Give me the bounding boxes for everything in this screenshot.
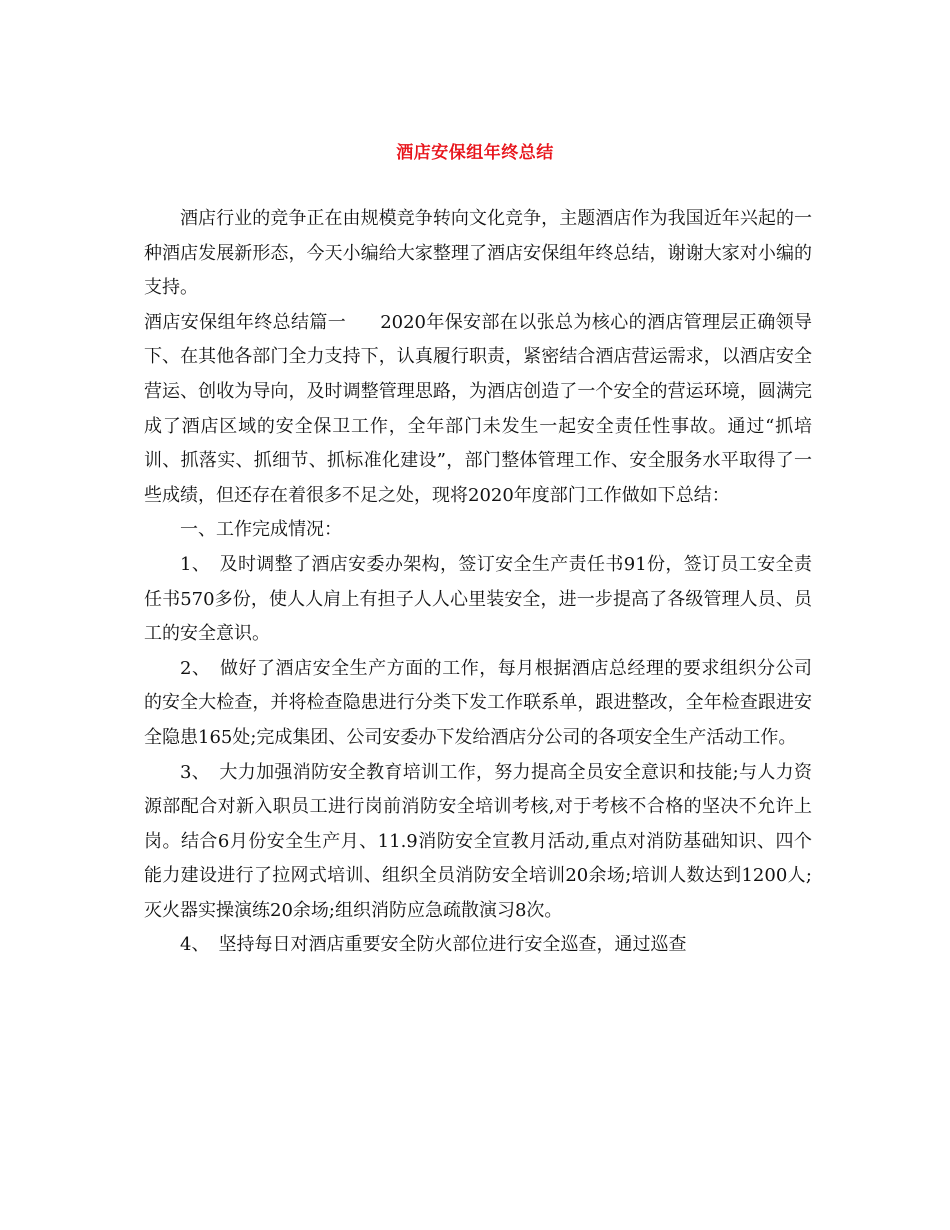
section-lead-text: 2020年保安部在以张总为核心的酒店管理层正确领导下、在其他各部门全力支持下，认真履行职责，紧密结合酒店营运需求，以酒店安全营运、创收为导向，及时调整管理思路，为酒店创造了一个安全的营运环境，圆满完成了酒店区域的安全保卫工作，全年部门未发生一起安全责任性事故。通过“抓培训、抓落实、抓细节、抓标准化建设”，部门整体管理工作、安全服务水平取得了一些成绩，但还存在着很多不足之处，现将2020年度部门工作做如下总结： [144,311,813,506]
list-item-1: 1、 及时调整了酒店安委办架构，签订安全生产责任书91份，签订员工安全责任书570多份，使人人肩上有担子人人心里装安全，进一步提高了各级管理人员、员工的安全意识。 [144,553,812,645]
list-item-3: 3、 大力加强消防安全教育培训工作，努力提高全员安全意识和技能;与人力资源部配合对新入职员工进行岗前消防安全培训考核,对于考核不合格的坚决不允许上岗。结合6月份安全生产月、11.9消防安全宣教月活动,重点对消防基础知识、四个能力建设进行了拉网式培训、组织全员消防安全培训20余场;培训人数达到1200人;灭火器实操演练20余场;组织消防应急疏散演习8次。 [144,761,812,921]
document-body [144,202,812,963]
list-item-4: 4、 坚持每日对酒店重要安全防火部位进行安全巡查，通过巡查 [180,934,687,956]
section-heading: 酒店安保组年终总结篇一 [144,311,347,333]
document-title: 酒店安保组年终总结 [396,143,554,163]
list-item-2: 2、 做好了酒店安全生产方面的工作，每月根据酒店总经理的要求组织分公司的安全大检查，并将检查隐患进行分类下发工作联系单，跟进整改，全年检查跟进安全隐患165处;完成集团、公司安委办下发给酒店分公司的各项安全生产活动工作。 [144,657,812,748]
section-paragraph [144,306,812,514]
work-completion-subheading: 一、工作完成情况： [180,519,342,541]
intro-paragraph: 酒店行业的竞争正在由规模竞争转向文化竞争，主题酒店作为我国近年兴起的一种酒店发展新形态，今天小编给大家整理了酒店安保组年终总结，谢谢大家对小编的支持。 [144,208,812,299]
